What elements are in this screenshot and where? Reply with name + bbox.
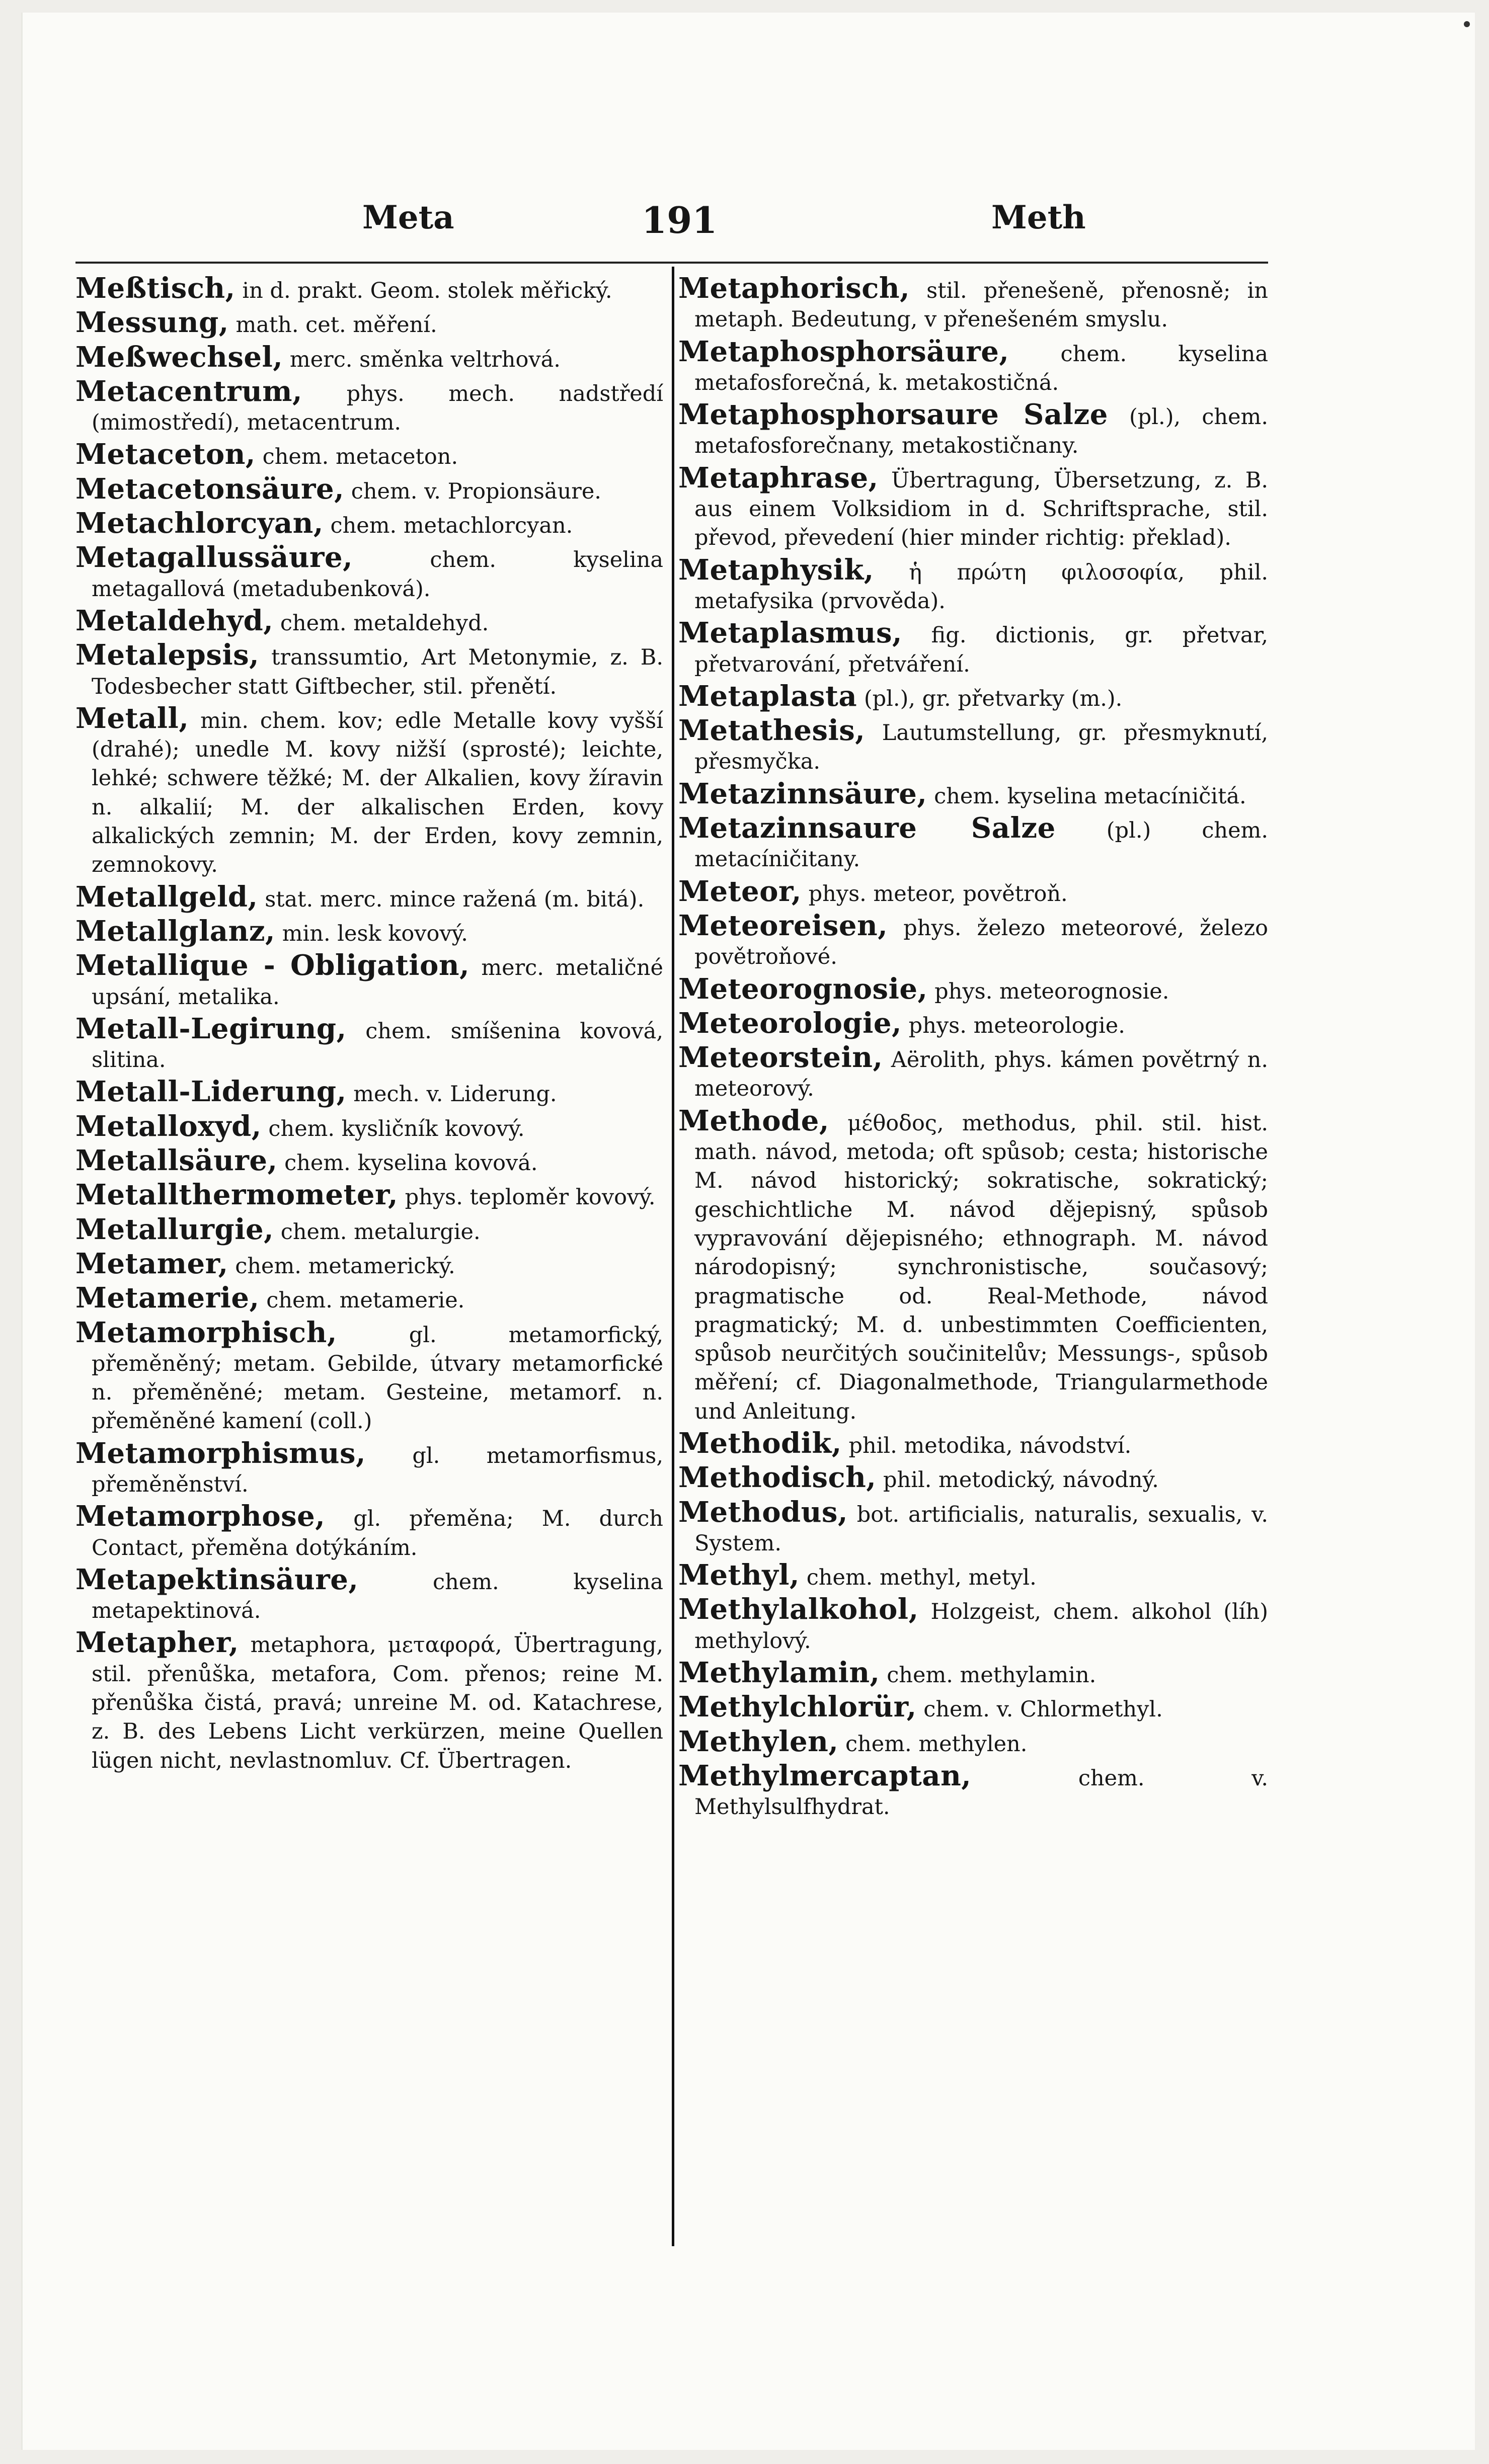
definition: chem. methyl, metyl. [806, 1565, 1037, 1591]
headword: Metazinnsäure, [678, 777, 927, 810]
dictionary-entry [678, 274, 1268, 335]
headword: Methylen, [678, 1724, 839, 1758]
dictionary-entry [75, 1502, 663, 1563]
dictionary-entry [75, 1075, 663, 1109]
headword: Metaphorisch, [678, 272, 910, 305]
dictionary-entry [678, 679, 1268, 713]
dictionary-entry [678, 972, 1268, 1006]
dictionary-entry [75, 1436, 664, 1500]
headword: Metamorphismus, [75, 1436, 366, 1470]
headword: Metacetonsäure, [75, 472, 345, 506]
definition: stil. přenešeně, přenosně; in metaph. Bedeutung, v přenešeném smyslu. [694, 278, 1268, 333]
dictionary-entry [678, 874, 1268, 909]
definition: transsumtio, Art Metonymie, z. B. Todesbecher statt Giftbecher, stil. přenětí. [92, 645, 663, 699]
definition: (pl.), chem. metafosforečnany, metakostičnany. [694, 404, 1268, 459]
dictionary-entry [678, 1104, 1268, 1426]
dictionary-entry [678, 716, 1268, 777]
headword: Metaphosphorsaure Salze [678, 398, 1108, 432]
headword: Messung, [75, 306, 229, 340]
headword: Metachlorcyan, [75, 507, 324, 540]
right-column [678, 274, 1268, 1825]
headword: Metamorphose, [75, 1500, 326, 1533]
definition: chem. smíšenina kovová, slitina. [92, 1018, 663, 1073]
dictionary-entry [75, 472, 663, 506]
definition: phys. meteor, povětroň. [808, 881, 1068, 907]
definition: chem. v. Methylsulfhydrat. [694, 1765, 1268, 1820]
definition: bot. artificialis, naturalis, sexualis, v. System. [694, 1502, 1268, 1556]
headword: Methodik, [678, 1426, 842, 1460]
definition: phil. metodický, návodný. [883, 1467, 1159, 1493]
definition: mech. v. Liderung. [353, 1082, 557, 1107]
definition: gl. metamorfický, přeměněný; metam. Gebilde, útvary metamorfické n. přeměněné; metam. Gesteine, metamorf. n. přeměněné kamení (coll.) [92, 1322, 664, 1434]
dictionary-entry [75, 509, 663, 540]
dictionary-entry [678, 1724, 1268, 1759]
definition: chem. kyselina metacíničitá. [934, 783, 1246, 809]
dictionary-entry [678, 553, 1269, 616]
definition: phys. mech. nadstředí (mimostředí), metacentrum. [92, 381, 664, 436]
dictionary-entry [678, 1595, 1268, 1656]
header-guide-word-right: Meth [991, 199, 1086, 236]
headword: Metall, [75, 701, 189, 735]
headword: Metallglanz, [75, 914, 276, 948]
definition: chem. v. Propionsäure. [351, 478, 601, 504]
dictionary-entry [75, 880, 663, 914]
definition: chem. metalurgie. [280, 1219, 481, 1245]
headword: Metagallussäure, [75, 541, 353, 574]
dictionary-entry [678, 461, 1268, 553]
definition: chem. metamerie. [266, 1288, 465, 1313]
definition: (pl.), gr. přetvarky (m.). [864, 686, 1123, 711]
dictionary-entry [75, 1628, 663, 1775]
headword: Metalepsis, [75, 638, 260, 672]
headword: Metallique - Obligation, [75, 949, 470, 982]
headword: Methyl, [678, 1558, 800, 1592]
definition: stat. merc. mince ražená (m. bitá). [265, 886, 645, 912]
headword: Methodus, [678, 1495, 848, 1529]
headword: Metathesis, [678, 714, 866, 748]
headword: Metallgeld, [75, 880, 258, 914]
dictionary-entry [678, 811, 1268, 874]
dictionary-entry [75, 1281, 663, 1315]
definition: chem. methylamin. [887, 1663, 1096, 1688]
dictionary-entry [75, 914, 663, 948]
headword: Meteorstein, [678, 1041, 883, 1075]
definition: chem. kyselina kovová. [284, 1151, 538, 1176]
dictionary-entry [75, 1212, 663, 1247]
column-divider [672, 267, 674, 2246]
definition: fig. dictionis, gr. přetvar, přetvarování, přetváření. [694, 623, 1269, 677]
definition: merc. směnka veltrhová. [289, 347, 561, 372]
dictionary-entry [678, 1558, 1268, 1592]
headword: Methylmercaptan, [678, 1759, 972, 1792]
headword: Metamerie, [75, 1281, 260, 1315]
dictionary-entry [75, 701, 663, 880]
definition: math. cet. měření. [236, 312, 437, 338]
definition: chem. kysličník kovový. [268, 1116, 525, 1141]
dictionary-entry [678, 1495, 1268, 1558]
headword: Metaphysik, [678, 553, 874, 587]
definition: chem. metamerický. [235, 1253, 455, 1279]
headword: Meteorologie, [678, 1006, 902, 1040]
headword: Meßwechsel, [75, 340, 283, 374]
definition: chem. methylen. [845, 1731, 1028, 1757]
definition: in d. prakt. Geom. stolek měřický. [242, 278, 612, 303]
headword: Methylalkohol, [678, 1593, 919, 1626]
dictionary-entry [678, 1656, 1268, 1690]
definition: phys. meteorognosie. [934, 978, 1169, 1004]
dictionary-entry [678, 1043, 1268, 1104]
definition: chem. metaceton. [262, 444, 458, 470]
definition: phys. meteorologie. [908, 1013, 1125, 1038]
definition: gl. přeměna; M. durch Contact, přeměna dotýkáním. [92, 1506, 663, 1560]
headword: Metaphrase, [678, 461, 879, 495]
definition: merc. metaličné upsání, metalika. [92, 955, 663, 1010]
left-column [75, 274, 663, 1778]
dictionary-entry [75, 274, 663, 305]
dictionary-entry [75, 1146, 663, 1178]
dictionary-entry [678, 1426, 1268, 1460]
dictionary-entry [75, 638, 663, 701]
headword: Metaldehyd, [75, 604, 274, 637]
headword: Metallthermometer, [75, 1178, 398, 1212]
dictionary-entry [75, 308, 663, 340]
dictionary-entry [75, 1247, 663, 1281]
header-guide-word-left: Meta [362, 199, 454, 236]
headword: Metaphosphorsäure, [678, 335, 1009, 368]
definition: gl. metamorfismus, přeměněnství. [92, 1443, 664, 1497]
dictionary-entry [678, 400, 1268, 461]
headword: Metall-Legirung, [75, 1012, 347, 1045]
headword: Metaceton, [75, 438, 256, 471]
headword: Metapher, [75, 1626, 239, 1660]
dictionary-entry [75, 543, 663, 604]
definition: ἡ πρώτη φιλοσοφία, phil. metafysika (prvověda). [694, 559, 1269, 614]
dictionary-entry [75, 1316, 664, 1436]
headword: Metall-Liderung, [75, 1075, 347, 1109]
headword: Metalloxyd, [75, 1109, 262, 1143]
definition: chem. kyselina metagallová (metadubenková). [92, 547, 663, 602]
definition: min. lesk kovový. [282, 921, 468, 946]
dictionary-entry [75, 1563, 663, 1626]
headword: Methode, [678, 1104, 829, 1137]
headword: Metacentrum, [75, 374, 303, 408]
page-number: 191 [642, 199, 718, 241]
dictionary-entry [75, 340, 663, 374]
dictionary-entry [75, 1012, 663, 1075]
dictionary-entry [75, 604, 663, 638]
dictionary-entry [678, 1006, 1268, 1040]
headword: Metamorphisch, [75, 1316, 337, 1349]
dictionary-entry [75, 374, 664, 438]
definition: μέθοδος, methodus, phil. stil. hist. math. návod, metoda; oft spůsob; cesta; historische M. návod historický; sokratische, sokratický; geschichtliche M. návod dějepisný, spůsob vypravování dějepisného; ethnograph. M. návod národopisný; synchronistische, současový; pragmatische od. Real-Methode, návod pragmatický; M. d. unbestimmten Coefficienten, spůsob neurčitých součinitelův; Messungs-, spůsob měření; cf. Diagonalmethode, Triangularmethode und Anleitung. [694, 1110, 1268, 1424]
dictionary-entry [75, 440, 663, 471]
definition: Lautumstellung, gr. přesmyknutí, přesmyčka. [694, 720, 1269, 775]
headword: Methylchlorür, [678, 1690, 917, 1724]
definition: Aërolith, phys. kámen povětrný n. meteorový. [694, 1047, 1268, 1102]
dictionary-entry [678, 909, 1268, 972]
definition: phys. železo meteorové, železo povětroňové. [694, 915, 1268, 970]
dictionary-entry [678, 1690, 1268, 1724]
definition: Übertragung, Übersetzung, z. B. aus einem Volksidiom in d. Schriftsprache, stil. převod, převedení (hier minder richtig: překlad). [694, 467, 1268, 551]
dictionary-entry [678, 1759, 1268, 1822]
headword: Metapektinsäure, [75, 1563, 359, 1596]
definition: chem. kyselina metafosforečná, k. metakostičná. [694, 341, 1268, 395]
headword: Metamer, [75, 1247, 228, 1280]
headword: Metazinnsaure Salze [678, 811, 1056, 845]
headword: Meteoreisen, [678, 909, 888, 942]
headword: Metallurgie, [75, 1212, 274, 1246]
definition: chem. kyselina metapektinová. [92, 1569, 663, 1624]
definition: chem. metaldehyd. [280, 610, 489, 636]
definition: chem. metachlorcyan. [330, 513, 573, 539]
headword: Meßtisch, [75, 272, 236, 305]
dictionary-entry [75, 1109, 663, 1143]
header-rule [75, 262, 1268, 264]
definition: (pl.) chem. metacíničitany. [694, 818, 1268, 872]
headword: Metaplasmus, [678, 616, 903, 650]
headword: Methylamin, [678, 1656, 880, 1690]
ink-dot [1464, 21, 1470, 27]
definition: phys. teploměr kovový. [405, 1185, 656, 1210]
headword: Methodisch, [678, 1461, 877, 1495]
headword: Meteorognosie, [678, 972, 928, 1006]
dictionary-entry [678, 777, 1268, 811]
headword: Metaplasta [678, 679, 857, 713]
dictionary-entry [678, 616, 1269, 679]
definition: phil. metodika, návodství. [848, 1433, 1132, 1458]
dictionary-entry [678, 1463, 1268, 1495]
definition: metaphora, μεταφορά, Übertragung, stil. přenůška, metafora, Com. přenos; reine M. přenůška čistá, pravá; unreine M. od. Katachrese, z. B. des Lebens Licht verkürzen, meine Quellen lügen nicht, nevlastnomluv. Cf. Übertragen. [92, 1632, 663, 1773]
running-header [75, 199, 1273, 244]
headword: Metallsäure, [75, 1144, 278, 1178]
definition: min. chem. kov; edle Metalle kovy vyšší (drahé); unedle M. kovy nižší (sprosté); leichte, lehké; schwere těžké; M. der Alkalien, kovy žíravin n. alkalií; M. der alkalischen Erden, kovy alkalických zemnin; M. der Erden, kovy zemnin, zemnokovy. [92, 708, 663, 878]
headword: Meteor, [678, 874, 802, 908]
definition: Holzgeist, chem. alkohol (líh) methylový. [694, 1599, 1269, 1654]
dictionary-entry [75, 1178, 663, 1212]
dictionary-entry [75, 951, 663, 1012]
definition: chem. v. Chlormethyl. [923, 1697, 1163, 1722]
dictionary-entry [678, 335, 1268, 398]
